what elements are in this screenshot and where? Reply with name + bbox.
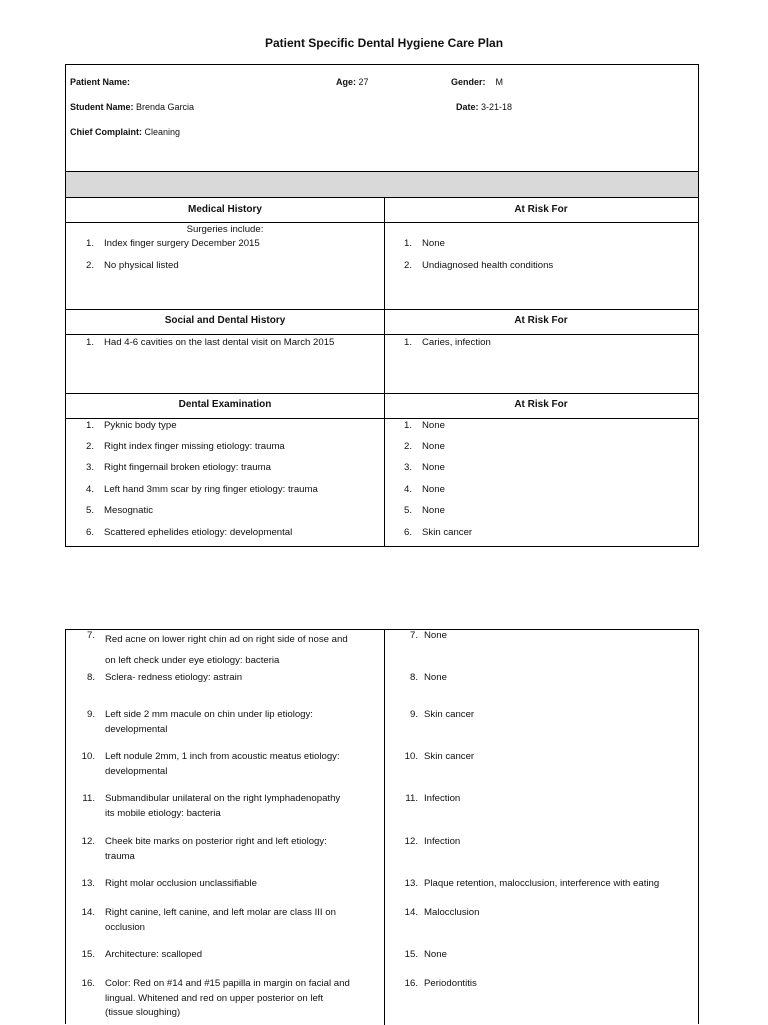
page-title: Patient Specific Dental Hygiene Care Plan bbox=[264, 36, 504, 50]
medical-history-header: Medical History bbox=[188, 204, 262, 215]
item-number: 10. bbox=[404, 751, 418, 762]
item-number: 7. bbox=[409, 630, 418, 641]
chief-complaint-field bbox=[70, 127, 180, 137]
item-text-line: trauma bbox=[105, 850, 135, 862]
item-number: 9. bbox=[86, 709, 95, 720]
item-text: Malocclusion bbox=[424, 907, 480, 918]
item-number: 8. bbox=[86, 672, 95, 683]
divider bbox=[66, 309, 698, 310]
item-text bbox=[105, 906, 380, 935]
item-text bbox=[105, 948, 380, 963]
item-text-line: Right molar occlusion unclassifiable bbox=[105, 878, 257, 889]
item-number: 16. bbox=[81, 978, 95, 989]
item-text bbox=[105, 877, 380, 892]
item-text-line: Color: Red on #14 and #15 papilla in margin on facial and bbox=[105, 978, 350, 989]
continued-table bbox=[65, 629, 699, 1024]
item-number: 11. bbox=[82, 793, 95, 804]
item-number: 10. bbox=[81, 751, 95, 762]
date-field bbox=[456, 102, 512, 112]
date-value: 3-21-18 bbox=[481, 102, 513, 112]
item-number: 12. bbox=[81, 836, 95, 847]
social-risk-header: At Risk For bbox=[514, 315, 568, 326]
item-text-line: on left check under eye etiology: bacteria bbox=[105, 655, 280, 666]
item-text: None bbox=[424, 672, 447, 683]
item-number: 15. bbox=[81, 949, 95, 960]
item-number: 14. bbox=[81, 907, 95, 918]
item-text: None bbox=[424, 630, 447, 641]
item-text: Plaque retention, malocclusion, interference with eating bbox=[424, 878, 660, 889]
student-name-field bbox=[70, 102, 194, 112]
gender-field bbox=[451, 77, 503, 87]
item-text: None bbox=[424, 949, 447, 960]
divider bbox=[66, 334, 698, 335]
divider bbox=[66, 197, 698, 198]
item-text bbox=[105, 708, 380, 737]
chief-complaint-label: Chief Complaint: bbox=[70, 127, 142, 137]
item-text bbox=[105, 977, 380, 1021]
item-text: Infection bbox=[424, 836, 461, 847]
student-name-label: Student Name: bbox=[70, 102, 134, 112]
age-value: 27 bbox=[358, 77, 369, 87]
item-number: 8. bbox=[409, 672, 418, 683]
age-label: Age: bbox=[336, 77, 356, 87]
item-text-line: developmental bbox=[105, 765, 168, 777]
patient-name-field bbox=[70, 77, 130, 87]
surgeries-intro: Surgeries include: bbox=[186, 224, 264, 235]
item-number: 7. bbox=[86, 630, 95, 641]
item-text: Skin cancer bbox=[424, 751, 475, 762]
item-text-line: Red acne on lower right chin ad on right side of nose and bbox=[105, 634, 348, 645]
item-text bbox=[105, 671, 380, 686]
item-text: Skin cancer bbox=[424, 709, 475, 720]
student-name-value: Brenda Garcia bbox=[136, 102, 195, 112]
gender-value: M bbox=[495, 77, 504, 87]
item-number: 11. bbox=[405, 793, 418, 804]
item-number: 12. bbox=[404, 836, 418, 847]
item-number: 13. bbox=[81, 878, 95, 889]
social-history-header: Social and Dental History bbox=[164, 315, 286, 326]
exam-risk-header: At Risk For bbox=[514, 399, 568, 410]
divider bbox=[66, 222, 698, 223]
item-number: 13. bbox=[404, 878, 418, 889]
item-text bbox=[105, 792, 380, 821]
item-text-line: Left nodule 2mm, 1 inch from acoustic meatus etiology: bbox=[105, 751, 340, 762]
item-text-line: Left side 2 mm macule on chin under lip etiology: bbox=[105, 709, 313, 720]
item-text bbox=[105, 629, 380, 671]
item-number: 16. bbox=[404, 978, 418, 989]
item-number: 14. bbox=[404, 907, 418, 918]
dental-exam-header: Dental Examination bbox=[178, 399, 272, 410]
item-text-line: developmental bbox=[105, 723, 168, 735]
item-text bbox=[105, 835, 380, 864]
age-field bbox=[336, 77, 369, 87]
item-text-line: occlusion bbox=[105, 921, 145, 933]
column-divider bbox=[384, 630, 385, 1025]
item-text: Infection bbox=[424, 793, 461, 804]
patient-name-label: Patient Name: bbox=[70, 77, 131, 87]
item-text-line: Submandibular unilateral on the right lymphadenopathy bbox=[105, 793, 341, 804]
date-label: Date: bbox=[456, 102, 479, 112]
item-text: Periodontitis bbox=[424, 978, 477, 989]
medical-risk-header: At Risk For bbox=[514, 204, 568, 215]
item-text-line: lingual. Whitened and red on upper posterior on left bbox=[105, 992, 324, 1004]
item-text-line: Cheek bite marks on posterior right and left etiology: bbox=[105, 836, 327, 847]
item-number: 15. bbox=[404, 949, 418, 960]
gray-band bbox=[66, 172, 698, 197]
item-text-line: Sclera- redness etiology: astrain bbox=[105, 672, 243, 683]
gender-label: Gender: bbox=[451, 77, 486, 87]
item-text-line: (tissue sloughing) bbox=[105, 1007, 181, 1018]
item-text-line: Architecture: scalloped bbox=[105, 949, 203, 960]
item-number: 9. bbox=[409, 709, 418, 720]
item-text-line: its mobile etiology: bacteria bbox=[105, 807, 221, 819]
item-text-line: Right canine, left canine, and left molar are class III on bbox=[105, 907, 336, 918]
item-text bbox=[105, 750, 380, 779]
care-plan-table: Patient Name: Age: 27 Gender: M Student Name: Brenda Garcia Date: 3-21-18 Chief Complaint: Cleaning Medical History At Risk For Surgeries include: 1. Index finger surgery December 2015 2. No physical listed 1. None 2. Undiagnosed health conditions Social and Dental History At Risk For 1. Had 4-6 cavities on the last dental visit on March 2015 1. Caries, infection Dental Examination At Risk For 1. Pyknic body type 2. Right index finger missing etiology: trauma 3. Right fingernail broken etiology: trauma 4. Left hand 3mm scar by ring finger etiology: trauma 5. Mesognatic 6. Scattered ephelides etiology: developmental 1. None 2. None 3. None 4. None 5. None 6. Skin cancer bbox=[65, 64, 699, 547]
divider bbox=[66, 393, 698, 394]
chief-complaint-value: Cleaning bbox=[144, 127, 181, 137]
